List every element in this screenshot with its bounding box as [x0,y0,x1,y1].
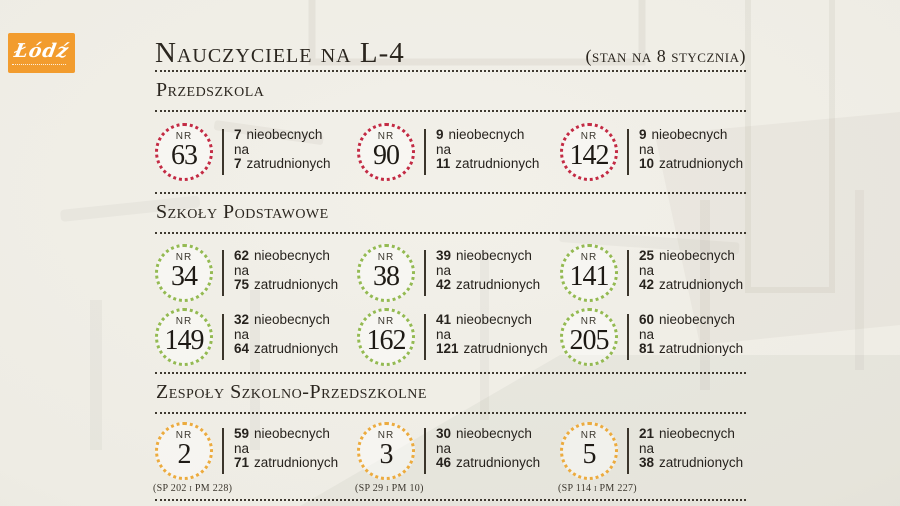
stat-row [155,308,746,366]
vertical-divider [222,250,224,296]
vertical-divider [222,314,224,360]
employed-count: 7 [234,156,242,171]
dotted-divider [155,499,746,501]
infographic [155,26,746,501]
school-note: (SP 29 i PM 10) [355,483,424,494]
school-number-badge [560,422,618,480]
absent-count: 62 [234,248,250,263]
nr-label: NR [377,316,395,327]
school-number: 63 [171,140,197,171]
employed-word: zatrudnionych [246,156,331,171]
absent-word: nieobecnych [254,426,330,441]
badge-wrap [560,123,618,181]
badge-wrap [155,244,213,302]
section-szkoly-podstawowe [155,192,746,366]
school-number-badge [560,308,618,366]
employed-count: 64 [234,341,250,356]
vertical-divider [627,250,629,296]
school-number: 205 [569,325,609,356]
school-stat-item [357,244,560,302]
nr-label: NR [377,430,395,441]
vertical-divider [222,129,224,175]
section-przedszkola [155,70,746,181]
employed-word: zatrudnionych [254,455,339,470]
absent-count: 39 [436,248,452,263]
employed-word: zatrudnionych [254,277,339,292]
absent-word: nieobecnych [448,127,525,142]
employed-count: 38 [639,455,655,470]
header [155,26,746,68]
absent-word: nieobecnych [659,248,735,263]
badge-wrap [558,422,637,494]
school-number-badge [560,123,618,181]
badge-wrap [357,308,415,366]
vertical-divider [424,314,426,360]
school-number-badge [560,244,618,302]
absent-count: 30 [436,426,452,441]
employed-word: zatrudnionych [659,156,744,171]
school-stat-item [153,422,357,494]
employed-count: 81 [639,341,655,356]
employed-word: zatrudnionych [659,455,744,470]
absent-count: 60 [639,312,655,327]
employed-count: 75 [234,277,250,292]
na-word: na [234,262,250,278]
school-number: 162 [366,325,406,356]
employed-word: zatrudnionych [659,277,744,292]
school-number-badge [357,123,415,181]
stats-text [639,128,743,172]
nr-label: NR [175,316,193,327]
na-word: na [436,141,452,157]
absent-word: nieobecnych [246,127,323,142]
absent-word: nieobecnych [456,248,532,263]
na-word: na [639,262,655,278]
absent-word: nieobecnych [659,312,735,327]
absent-count: 9 [639,127,647,142]
badge-wrap [560,244,618,302]
dotted-divider [155,232,746,234]
employed-word: zatrudnionych [456,455,541,470]
stat-row [155,422,746,497]
page-subtitle: (stan na 8 stycznia) [585,46,746,66]
absent-count: 59 [234,426,250,441]
stats-text [436,313,548,357]
school-note: (SP 202 i PM 228) [153,483,233,494]
dotted-divider [155,110,746,112]
school-number: 149 [164,325,204,356]
employed-count: 11 [436,156,451,171]
absent-word: nieobecnych [659,426,735,441]
na-word: na [234,440,250,456]
badge-wrap [155,123,213,181]
vertical-divider [627,314,629,360]
badge-wrap [357,123,415,181]
na-word: na [234,326,250,342]
section-heading: Szkoły Podstawowe [156,201,329,223]
stats-text [234,427,338,471]
school-stat-item [357,123,560,181]
school-number-badge [155,422,213,480]
school-number-badge [155,308,213,366]
nr-label: NR [580,131,598,142]
stats-text [234,249,338,293]
employed-word: zatrudnionych [456,277,541,292]
na-word: na [436,326,452,342]
vertical-divider [424,129,426,175]
school-stat-item [560,308,746,366]
stats-text [436,427,540,471]
school-number-badge [155,123,213,181]
badge-wrap [355,422,424,494]
page-title: Nauczyciele na L-4 [155,37,405,69]
stats-text [639,249,743,293]
stats-text [639,313,743,357]
school-number-badge [357,422,415,480]
stats-text [436,128,539,172]
na-word: na [436,262,452,278]
section-heading: Zespoły Szkolno-Przedszkolne [156,381,427,403]
nr-label: NR [580,430,598,441]
na-word: na [639,326,655,342]
section-zespoly [155,372,746,501]
absent-word: nieobecnych [254,312,330,327]
stats-text [234,128,331,172]
employed-count: 42 [639,277,655,292]
school-stat-item [558,422,746,494]
school-stat-item [560,244,746,302]
nr-label: NR [580,316,598,327]
badge-wrap [357,244,415,302]
badge-wrap [560,308,618,366]
school-number-badge [357,244,415,302]
nr-label: NR [580,252,598,263]
employed-count: 42 [436,277,452,292]
absent-word: nieobecnych [456,426,532,441]
employed-count: 46 [436,455,452,470]
absent-word: nieobecnych [651,127,728,142]
vertical-divider [627,428,629,474]
school-stat-item [155,308,357,366]
school-number: 142 [569,140,609,171]
lodz-city-logo [8,33,75,73]
stats-text [639,427,743,471]
absent-word: nieobecnych [254,248,330,263]
school-number: 2 [177,439,191,470]
absent-count: 9 [436,127,444,142]
school-number-badge [357,308,415,366]
school-note: (SP 114 i PM 227) [558,483,637,494]
stats-text [436,249,540,293]
employed-word: zatrudnionych [463,341,548,356]
nr-label: NR [377,252,395,263]
employed-count: 71 [234,455,250,470]
na-word: na [436,440,452,456]
school-number: 3 [379,439,393,470]
employed-word: zatrudnionych [659,341,744,356]
school-number: 5 [582,439,596,470]
lodz-logo-text: Łódź [12,42,70,65]
employed-count: 121 [436,341,459,356]
employed-word: zatrudnionych [254,341,339,356]
absent-word: nieobecnych [456,312,532,327]
school-stat-item [155,244,357,302]
absent-count: 21 [639,426,655,441]
vertical-divider [424,428,426,474]
vertical-divider [222,428,224,474]
badge-wrap [155,308,213,366]
school-stat-item [355,422,560,494]
nr-label: NR [377,131,395,142]
section-heading: Przedszkola [156,79,265,101]
vertical-divider [627,129,629,175]
na-word: na [639,141,655,157]
school-number: 38 [373,261,399,292]
stat-row [155,123,746,181]
stats-text [234,313,338,357]
stat-row [155,244,746,302]
school-number: 141 [569,261,609,292]
school-number: 90 [373,140,399,171]
absent-count: 25 [639,248,655,263]
employed-count: 10 [639,156,655,171]
employed-word: zatrudnionych [455,156,540,171]
absent-count: 41 [436,312,452,327]
school-number: 34 [171,261,197,292]
nr-label: NR [175,252,193,263]
nr-label: NR [175,430,193,441]
nr-label: NR [175,131,193,142]
school-stat-item [357,308,560,366]
vertical-divider [424,250,426,296]
absent-count: 7 [234,127,242,142]
school-stat-item [155,123,357,181]
school-stat-item [560,123,746,181]
na-word: na [234,141,250,157]
badge-wrap [153,422,233,494]
dotted-divider [155,412,746,414]
school-number-badge [155,244,213,302]
na-word: na [639,440,655,456]
absent-count: 32 [234,312,250,327]
